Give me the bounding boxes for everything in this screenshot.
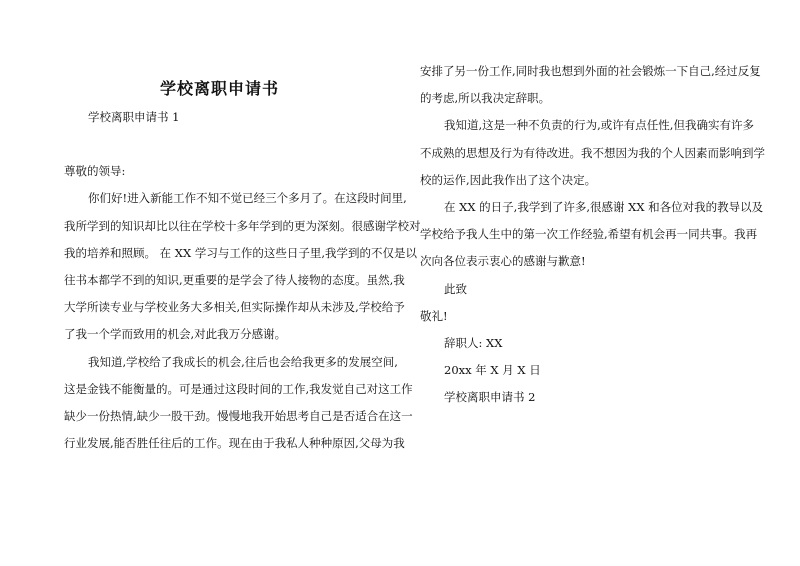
body-line: 了我一个学而致用的机会,对此我万分感谢。 xyxy=(64,327,287,342)
closing-salute: 敬礼! xyxy=(420,308,448,323)
body-line: 缺少一份热情,缺少一股干劲。慢慢地我开始思考自己是否适合在这一 xyxy=(64,409,413,424)
body-line: 我知道,这是一种不负责的行为,或许有点任性,但我确实有许多 xyxy=(444,118,754,133)
body-line: 我知道,学校给了我成长的机会,往后也会给我更多的发展空间, xyxy=(88,354,398,369)
body-line: 行业发展,能否胜任往后的工作。现在由于我私人种种原因,父母为我 xyxy=(64,436,405,451)
next-letter-heading: 学校离职申请书 2 xyxy=(444,390,536,405)
body-line: 学校给予我人生中的第一次工作经验,希望有机会再一同共事。我再 xyxy=(420,227,758,242)
right-column xyxy=(420,58,765,412)
body-line: 往书本都学不到的知识,更重要的是学会了待人接物的态度。虽然,我 xyxy=(64,273,405,288)
body-line: 我的培养和照顾。 在 XX 学习与工作的这些日子里,我学到的不仅是以 xyxy=(64,245,417,260)
body-line: 大学所读专业与学校业务大多相关,但实际操作却从未涉及,学校给予 xyxy=(64,300,405,315)
body-line: 安排了另一份工作,同时我也想到外面的社会锻炼一下自己,经过反复 xyxy=(420,64,761,78)
body-line: 这是金钱不能衡量的。可是通过这段时间的工作,我发觉自己对这工作 xyxy=(64,381,413,396)
date-line: 20xx 年 X 月 X 日 xyxy=(444,363,541,378)
body-line: 在 XX 的日子,我学到了许多,很感谢 XX 和各位对我的教导以及 xyxy=(444,200,764,215)
body-line: 的考虑,所以我决定辞职。 xyxy=(420,91,551,106)
letter-subtitle: 学校离职申请书 1 xyxy=(88,110,180,124)
closing-phrase: 此致 xyxy=(444,281,467,296)
salutation: 尊敬的领导: xyxy=(64,164,126,179)
document-title: 学校离职申请书 xyxy=(160,79,280,98)
left-column xyxy=(64,104,421,457)
body-line: 不成熟的思想及行为有待改进。我不想因为我的个人因素而影响到学 xyxy=(420,145,765,160)
body-line: 我所学到的知识却比以往在学校十多年学到的更为深刻。很感谢学校对 xyxy=(64,218,421,233)
signer: 辞职人: XX xyxy=(444,336,503,351)
body-line: 你们好!进入新能工作不知不觉已经三个多月了。在这段时间里, xyxy=(88,191,407,206)
body-line: 次向各位表示衷心的感谢与歉意! xyxy=(420,254,586,269)
body-line: 校的运作,因此我作出了这个决定。 xyxy=(420,172,597,187)
